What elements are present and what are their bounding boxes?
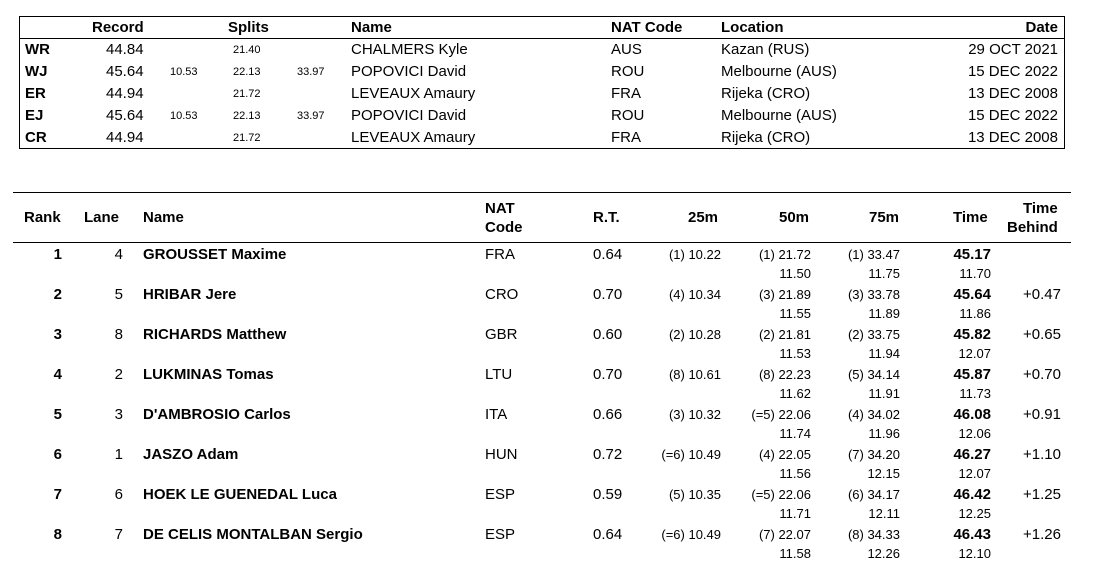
record-row	[20, 105, 1064, 127]
record-time: 44.94	[106, 85, 144, 102]
result-reaction-time: 0.64	[593, 246, 623, 263]
result-nat: FRA	[485, 246, 515, 263]
result-rank: 2	[53, 286, 62, 303]
result-time: 45.17	[953, 246, 991, 263]
result-lap-50m: 11.53	[779, 346, 811, 361]
header-rank: Rank	[24, 209, 61, 226]
record-code: CR	[25, 129, 47, 146]
result-lap-50m: 11.50	[779, 266, 811, 281]
results-header	[13, 192, 1071, 243]
result-split-50m: (=5) 22.06	[751, 487, 811, 502]
result-split-75m: (6) 34.17	[847, 487, 900, 502]
result-nat: GBR	[485, 326, 518, 343]
records-header	[20, 17, 1064, 39]
records-header-name: Name	[351, 19, 392, 36]
record-name: POPOVICI David	[351, 107, 467, 124]
record-time: 45.64	[106, 107, 144, 124]
result-split-50m: (1) 21.72	[758, 247, 811, 262]
record-nat: FRA	[611, 129, 641, 146]
result-lane: 3	[114, 406, 123, 423]
result-rank: 3	[53, 326, 62, 343]
result-lane: 1	[114, 446, 123, 463]
result-split-25m: (5) 10.35	[668, 487, 721, 502]
result-lap-final: 11.73	[959, 386, 991, 401]
result-split-75m: (1) 33.47	[847, 247, 900, 262]
result-lap-75m: 12.26	[867, 546, 900, 561]
record-location: Rijeka (CRO)	[721, 85, 811, 102]
result-split-25m: (=6) 10.49	[661, 447, 721, 462]
result-split-50m: (8) 22.23	[758, 367, 811, 382]
result-time: 46.42	[953, 486, 991, 503]
record-split-50: 22.13	[233, 110, 261, 122]
record-date: 13 DEC 2008	[967, 85, 1058, 102]
result-lane: 8	[114, 326, 123, 343]
header-lane: Lane	[84, 209, 120, 226]
result-reaction-time: 0.70	[593, 286, 623, 303]
records-header-nat: NAT Code	[611, 19, 683, 36]
result-split-50m: (4) 22.05	[758, 447, 811, 462]
record-code: ER	[25, 85, 46, 102]
result-split-75m: (2) 33.75	[847, 327, 900, 342]
records-header-location: Location	[721, 19, 784, 36]
record-nat: FRA	[611, 85, 641, 102]
record-date: 13 DEC 2008	[967, 129, 1058, 146]
record-code: EJ	[25, 107, 44, 124]
record-row	[20, 83, 1064, 105]
result-lane: 5	[114, 286, 123, 303]
record-date: 15 DEC 2022	[967, 63, 1058, 80]
result-lap-75m: 11.91	[868, 386, 900, 401]
record-code: WJ	[25, 63, 48, 80]
result-lap-50m: 11.74	[779, 426, 811, 441]
record-time: 44.84	[106, 41, 144, 58]
result-time: 46.08	[953, 406, 991, 423]
record-location: Rijeka (CRO)	[721, 129, 811, 146]
result-lap-50m: 11.58	[779, 546, 811, 561]
record-split-25: 10.53	[170, 66, 198, 78]
record-location: Melbourne (AUS)	[721, 63, 837, 80]
result-lap-50m: 11.62	[779, 386, 811, 401]
result-split-25m: (2) 10.28	[668, 327, 721, 342]
result-row	[0, 483, 1095, 523]
records-table	[19, 16, 1065, 149]
result-lap-50m: 11.71	[779, 506, 811, 521]
result-split-75m: (3) 33.78	[847, 287, 900, 302]
result-rank: 4	[53, 366, 62, 383]
result-time: 45.82	[953, 326, 991, 343]
result-lap-75m: 11.94	[868, 346, 900, 361]
record-location: Melbourne (AUS)	[721, 107, 837, 124]
result-split-50m: (3) 21.89	[758, 287, 811, 302]
record-split-75: 33.97	[297, 66, 325, 78]
result-row	[0, 523, 1095, 563]
record-time: 45.64	[106, 63, 144, 80]
result-split-75m: (7) 34.20	[847, 447, 900, 462]
result-name: HRIBAR Jere	[143, 286, 237, 303]
result-time-behind: +1.26	[1023, 526, 1061, 543]
records-header-splits: Splits	[228, 19, 269, 36]
record-row	[20, 61, 1064, 83]
records-header-record: Record	[92, 19, 144, 36]
record-split-50: 21.72	[233, 88, 261, 100]
result-reaction-time: 0.60	[593, 326, 623, 343]
result-lap-75m: 11.75	[868, 266, 900, 281]
result-time: 46.27	[953, 446, 991, 463]
result-lap-50m: 11.55	[779, 306, 811, 321]
result-name: DE CELIS MONTALBAN Sergio	[143, 526, 363, 543]
result-lane: 7	[114, 526, 123, 543]
result-lap-75m: 12.11	[868, 506, 900, 521]
result-reaction-time: 0.59	[593, 486, 623, 503]
record-split-50: 22.13	[233, 66, 261, 78]
result-name: LUKMINAS Tomas	[143, 366, 274, 383]
result-split-50m: (=5) 22.06	[751, 407, 811, 422]
record-nat: AUS	[611, 41, 642, 58]
result-split-25m: (8) 10.61	[668, 367, 721, 382]
result-reaction-time: 0.70	[593, 366, 623, 383]
result-time-behind: +0.91	[1023, 406, 1061, 423]
result-time-behind: +0.65	[1023, 326, 1061, 343]
header-50m: 50m	[779, 209, 810, 226]
result-name: JASZO Adam	[143, 446, 239, 463]
record-row	[20, 127, 1064, 149]
header-time-behind-1: Time	[1023, 200, 1058, 217]
result-split-50m: (7) 22.07	[758, 527, 811, 542]
result-row	[0, 443, 1095, 483]
record-name: CHALMERS Kyle	[351, 41, 468, 58]
result-nat: LTU	[485, 366, 513, 383]
result-rank: 8	[53, 526, 62, 543]
record-split-50: 21.72	[233, 132, 261, 144]
record-name: LEVEAUX Amaury	[351, 129, 476, 146]
record-date: 15 DEC 2022	[967, 107, 1058, 124]
result-time-behind: +0.70	[1023, 366, 1061, 383]
result-lap-50m: 11.56	[779, 466, 811, 481]
record-location: Kazan (RUS)	[721, 41, 810, 58]
result-row	[0, 363, 1095, 403]
result-name: GROUSSET Maxime	[143, 246, 287, 263]
record-row	[20, 39, 1064, 61]
result-lane: 4	[114, 246, 123, 263]
record-code: WR	[25, 41, 50, 58]
result-nat: CRO	[485, 286, 519, 303]
result-split-75m: (4) 34.02	[847, 407, 900, 422]
record-nat: ROU	[611, 107, 645, 124]
result-lap-75m: 11.89	[868, 306, 900, 321]
result-lap-final: 12.07	[958, 346, 991, 361]
record-split-25: 10.53	[170, 110, 198, 122]
result-lap-final: 12.25	[958, 506, 991, 521]
result-time-behind: +1.10	[1023, 446, 1061, 463]
result-lap-75m: 11.96	[868, 426, 900, 441]
header-code: Code	[485, 219, 523, 236]
records-header-date: Date	[1025, 19, 1058, 36]
result-name: D'AMBROSIO Carlos	[143, 406, 291, 423]
result-reaction-time: 0.72	[593, 446, 623, 463]
header-25m: 25m	[688, 209, 719, 226]
result-reaction-time: 0.64	[593, 526, 623, 543]
result-nat: ESP	[485, 526, 516, 543]
result-split-25m: (1) 10.22	[668, 247, 721, 262]
result-lap-final: 11.86	[959, 306, 991, 321]
record-name: POPOVICI David	[351, 63, 467, 80]
result-row	[0, 323, 1095, 363]
result-nat: ESP	[485, 486, 516, 503]
result-split-25m: (3) 10.32	[668, 407, 721, 422]
header-time: Time	[953, 209, 988, 226]
result-time-behind: +1.25	[1023, 486, 1061, 503]
header-name: Name	[143, 209, 184, 226]
result-split-25m: (=6) 10.49	[661, 527, 721, 542]
result-lap-75m: 12.15	[867, 466, 900, 481]
result-lap-final: 12.06	[958, 426, 991, 441]
result-split-50m: (2) 21.81	[758, 327, 811, 342]
result-row	[0, 243, 1095, 283]
result-rank: 7	[53, 486, 62, 503]
result-row	[0, 403, 1095, 443]
header-75m: 75m	[869, 209, 900, 226]
header-rt: R.T.	[593, 209, 620, 226]
result-split-25m: (4) 10.34	[668, 287, 721, 302]
header-time-behind-2: Behind	[1007, 219, 1058, 236]
result-rank: 6	[53, 446, 62, 463]
record-date: 29 OCT 2021	[968, 41, 1058, 58]
result-lane: 2	[114, 366, 123, 383]
result-row	[0, 283, 1095, 323]
record-split-75: 33.97	[297, 110, 325, 122]
result-rank: 1	[53, 246, 62, 263]
result-time: 45.87	[953, 366, 991, 383]
result-lap-final: 12.07	[958, 466, 991, 481]
result-rank: 5	[53, 406, 62, 423]
result-nat: ITA	[485, 406, 508, 423]
result-split-75m: (5) 34.14	[847, 367, 900, 382]
result-reaction-time: 0.66	[593, 406, 623, 423]
result-lap-final: 12.10	[958, 546, 991, 561]
result-lane: 6	[114, 486, 123, 503]
result-name: HOEK LE GUENEDAL Luca	[143, 486, 337, 503]
record-time: 44.94	[106, 129, 144, 146]
result-lap-final: 11.70	[959, 266, 991, 281]
header-nat: NAT	[485, 200, 515, 217]
result-time-behind: +0.47	[1023, 286, 1061, 303]
record-nat: ROU	[611, 63, 645, 80]
result-time: 46.43	[953, 526, 991, 543]
result-name: RICHARDS Matthew	[143, 326, 287, 343]
record-name: LEVEAUX Amaury	[351, 85, 476, 102]
result-nat: HUN	[485, 446, 518, 463]
record-split-50: 21.40	[233, 44, 261, 56]
result-time: 45.64	[953, 286, 991, 303]
result-split-75m: (8) 34.33	[847, 527, 900, 542]
